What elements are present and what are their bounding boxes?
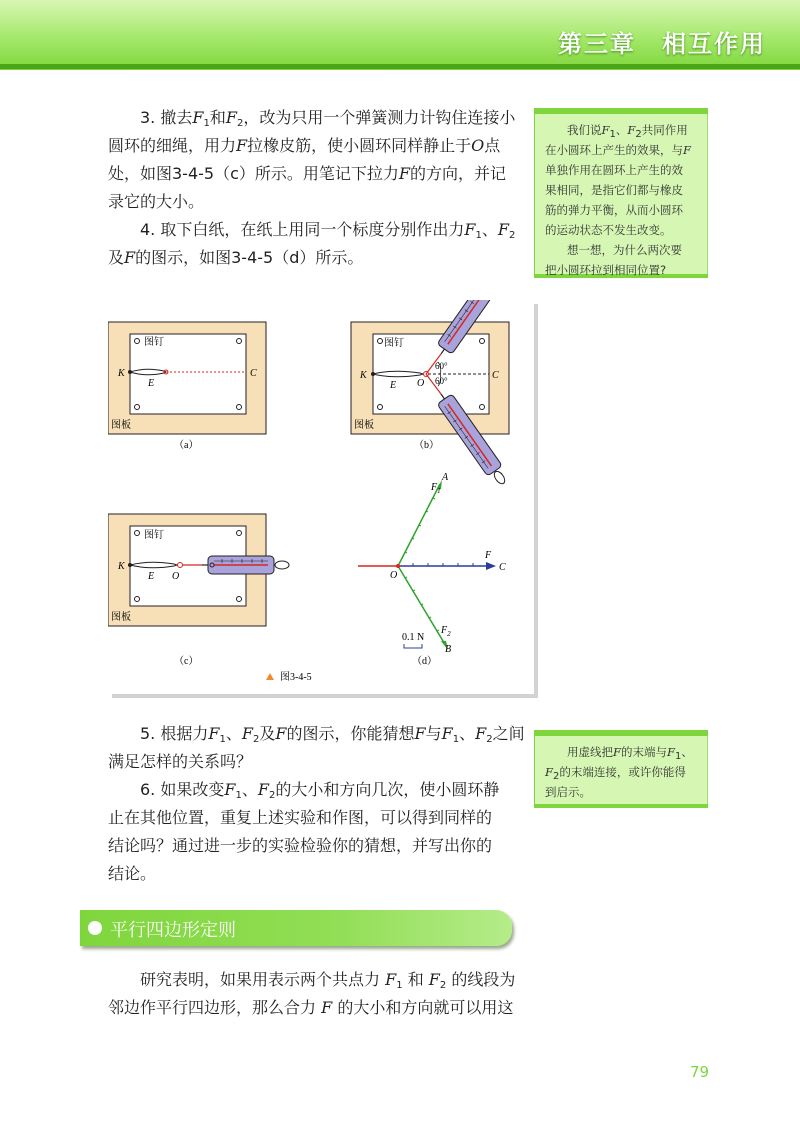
point-O xyxy=(396,564,400,568)
pin xyxy=(480,339,485,344)
label-E: E xyxy=(148,378,155,389)
section-title: 平行四边形定则 xyxy=(110,920,236,941)
label-scale: 0.1 N xyxy=(402,632,425,643)
pin xyxy=(135,597,140,602)
figure-shadow xyxy=(112,694,538,698)
pin xyxy=(378,405,383,410)
label-angle-lower: 60° xyxy=(435,376,448,386)
pin xyxy=(135,531,140,536)
label-F1: $F_1$ xyxy=(431,482,441,495)
header-divider xyxy=(0,64,800,69)
step-3: 3. 撤去$F_1$和$F_2$，改为只用一个弹簧测力计钩住连接小 圆环的细绳，用力F拉橡皮筋，使小圆环同样静止于O点 处，如图3-4-5（c）所示。用笔记下拉力F的方向，并记 录它的大小。 xyxy=(108,108,516,211)
panel-label: （c） xyxy=(174,656,199,667)
label-A: A xyxy=(442,472,449,483)
steps-block-bottom xyxy=(108,720,528,888)
pin xyxy=(378,339,383,344)
section-banner xyxy=(80,910,512,946)
label-K: K xyxy=(118,368,125,379)
label-O: O xyxy=(172,571,180,582)
panel-label: （b） xyxy=(414,440,439,451)
pin xyxy=(237,405,242,410)
rubber-band xyxy=(373,371,423,377)
step-4: 4. 取下白纸，在纸上用同一个标度分别作出力$F_1$、$F_2$ 及F的图示，如图3-4-5（d）所示。 xyxy=(108,220,516,267)
label-C: C xyxy=(499,562,506,573)
label-O: O xyxy=(417,378,425,389)
figure-svg xyxy=(108,300,534,694)
label-nail: 图钉 xyxy=(384,338,404,349)
sidenote-bottom-bar xyxy=(534,804,708,808)
label-nail: 图钉 xyxy=(144,337,164,348)
bullet-circle-icon xyxy=(88,921,102,935)
final-paragraph: 研究表明，如果用表示两个共点力 $F_1$ 和 $F_2$ 的线段为 邻边作平行四边形，那么合力 F 的大小和方向就可以用这 xyxy=(108,970,516,1017)
panel-label: （a） xyxy=(174,440,199,451)
sidenote-think xyxy=(534,108,708,278)
label-C: C xyxy=(250,368,257,379)
label-C: C xyxy=(492,370,499,381)
panel-a xyxy=(108,322,266,451)
sidenote-hint xyxy=(534,730,708,808)
sidenote-body: 用虚线把F的末端与$F_1$、 $F_2$的末端连接，或许你能得 到启示。 xyxy=(534,736,708,804)
label-board: 图板 xyxy=(111,612,131,623)
label-B: B xyxy=(445,644,452,655)
pin xyxy=(480,405,485,410)
chapter-title: 第三章 相互作用 xyxy=(558,30,766,58)
sidenote-body: 我们说$F_1$、$F_2$共同作用 在小圆环上产生的效果，与F 单独作用在圆环上产生的效 果相同，是指它们都与橡皮 筋的弹力平衡，从而小圆环 的运动状态不发生改变。 想一想，为什么两次要 把小圆环拉到相同位置? xyxy=(534,114,708,274)
label-nail: 图钉 xyxy=(144,530,164,541)
pin xyxy=(237,531,242,536)
page-number: 79 xyxy=(690,1063,710,1081)
label-angle-upper: 60° xyxy=(435,361,448,371)
label-F2: $F_2$ xyxy=(441,625,451,638)
step-6: 6. 如果改变$F_1$、$F_2$的大小和方向几次，使小圆环静 止在其他位置，重复上述实验和作图，可以得到同样的 结论吗？通过进一步的实验检验你的猜想，并写出你的 结论。 xyxy=(108,780,500,883)
pin xyxy=(237,339,242,344)
figure-shadow xyxy=(534,304,538,698)
label-board: 图板 xyxy=(111,420,131,431)
figure-3-4-5 xyxy=(108,300,534,694)
pin xyxy=(237,597,242,602)
label-E: E xyxy=(390,380,397,391)
label-F: F xyxy=(485,550,492,561)
label-board: 图板 xyxy=(354,420,374,431)
step-5: 5. 根据力$F_1$、$F_2$及F的图示，你能猜想F与$F_1$、$F_2$之间 满足怎样的关系吗？ xyxy=(108,724,525,771)
figure-caption: 图3-4-5 xyxy=(280,672,312,683)
rubber-band xyxy=(130,562,177,568)
label-E: E xyxy=(148,571,155,582)
pin xyxy=(135,405,140,410)
steps-block-top xyxy=(108,104,528,272)
panel-label: （d） xyxy=(412,656,437,667)
label-K: K xyxy=(360,370,367,381)
pin xyxy=(135,339,140,344)
label-O: O xyxy=(390,570,398,581)
label-K: K xyxy=(118,561,125,572)
